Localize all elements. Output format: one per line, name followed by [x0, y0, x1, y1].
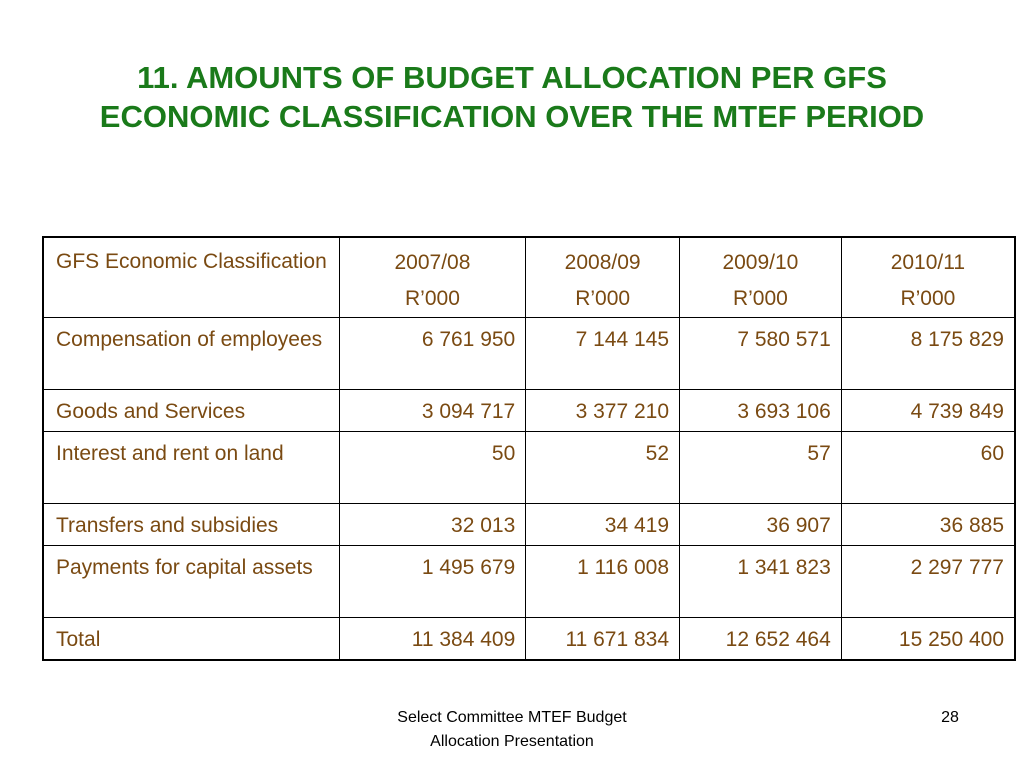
- slide-title: [0, 58, 1024, 136]
- header-year: 2008/09: [564, 251, 641, 274]
- table-cell: 36 885: [841, 504, 1015, 546]
- footer-caption-line-2: Allocation Presentation: [430, 733, 594, 750]
- table-cell: 34 419: [526, 504, 680, 546]
- table-cell: 57: [680, 432, 842, 504]
- header-year: 2010/11: [890, 251, 966, 274]
- table-row: [43, 318, 1015, 390]
- table-cell: 1 116 008: [526, 546, 680, 618]
- header-unit: R’000: [405, 287, 460, 310]
- budget-allocation-table: [42, 236, 1016, 661]
- header-year: 2007/08: [394, 251, 471, 274]
- header-year-column: [680, 237, 842, 318]
- header-unit: R’000: [900, 287, 956, 310]
- table-row: [43, 432, 1015, 504]
- table-row: [43, 390, 1015, 432]
- table-cell: 8 175 829: [841, 318, 1015, 390]
- table-cell: 6 761 950: [339, 318, 526, 390]
- row-label: Transfers and subsidies: [43, 504, 339, 546]
- table-cell: 2 297 777: [841, 546, 1015, 618]
- table-cell: 11 671 834: [526, 618, 680, 661]
- table-cell: 12 652 464: [680, 618, 842, 661]
- table-row-total: [43, 618, 1015, 661]
- page-number: 28: [941, 709, 959, 726]
- table-cell: 36 907: [680, 504, 842, 546]
- header-year-column: [841, 237, 1015, 318]
- row-label: Payments for capital assets: [43, 546, 339, 618]
- table-row: [43, 546, 1015, 618]
- table-header-row: [43, 237, 1015, 318]
- table-cell: 15 250 400: [841, 618, 1015, 661]
- footer-caption-line-1: Select Committee MTEF Budget: [397, 709, 627, 726]
- table-cell: 52: [526, 432, 680, 504]
- table-cell: 60: [841, 432, 1015, 504]
- table-row: [43, 504, 1015, 546]
- row-label: Compensation of employees: [43, 318, 339, 390]
- row-label: Goods and Services: [43, 390, 339, 432]
- slide-title-line-2: ECONOMIC CLASSIFICATION OVER THE MTEF PERIOD: [99, 99, 925, 134]
- table-cell: 1 341 823: [680, 546, 842, 618]
- row-label: Interest and rent on land: [43, 432, 339, 504]
- table-cell: 50: [339, 432, 526, 504]
- table-cell: 3 693 106: [680, 390, 842, 432]
- table-cell: 4 739 849: [841, 390, 1015, 432]
- table-cell: 7 580 571: [680, 318, 842, 390]
- header-year: 2009/10: [722, 251, 799, 274]
- header-unit: R’000: [732, 287, 788, 310]
- header-classification: GFS Economic Classification: [43, 237, 339, 318]
- table-cell: 7 144 145: [526, 318, 680, 390]
- table-cell: 11 384 409: [339, 618, 526, 661]
- table-cell: 32 013: [339, 504, 526, 546]
- row-label: Total: [43, 618, 339, 661]
- table-cell: 3 094 717: [339, 390, 526, 432]
- table-cell: 1 495 679: [339, 546, 526, 618]
- slide-title-line-1: 11. AMOUNTS OF BUDGET ALLOCATION PER GFS: [137, 60, 887, 95]
- header-year-column: [526, 237, 680, 318]
- footer-caption: [340, 706, 684, 754]
- header-year-column: [339, 237, 526, 318]
- header-unit: R’000: [575, 287, 631, 310]
- table-cell: 3 377 210: [526, 390, 680, 432]
